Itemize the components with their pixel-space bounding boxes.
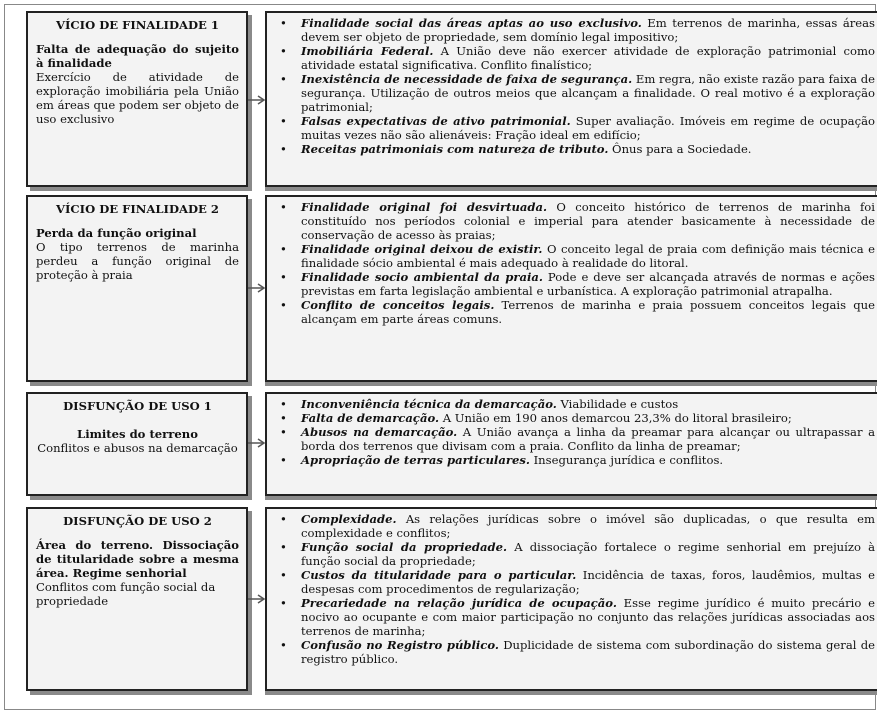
block-2-list [271,200,877,326]
block-1-title: VÍCIO DE FINALIDADE 1 [56,18,219,32]
list-item: • Inexistência de necessidade de faixa de segurança. Em regra, não existe razão para faixa de segurança. Utilização de outros meios que alcançam a finalidade. O real motivo é a exploração patrimonial; [271,72,877,114]
list-item: • Custos da titularidade para o particular. Incidência de taxas, foros, laudêmios, multas e despesas com procedimentos de regularização; [271,568,877,596]
block-4-list [271,512,877,666]
block-3-title: DISFUNÇÃO DE USO 1 [63,399,212,413]
list-item: • Receitas patrimoniais com natureza de tributo. Ônus para a Sociedade. [271,142,877,156]
list-item: • Imobiliária Federal. A União deve não exercer atividade de exploração patrimonial como atividade estatal significativa. Conflito finalístico; [271,44,877,72]
block-1-arrow-icon [248,95,266,105]
list-item: • Finalidade original deixou de existir. O conceito legal de praia com definição mais técnica e finalidade sócio ambiental é mais adequado à realidade do litoral. [271,242,877,270]
list-item: • Finalidade socio ambiental da praia. Pode e deve ser alcançada através de normas e ações previstas em farta legislação ambiental e urbanística. A exploração patrimonial atrapalha. [271,270,877,298]
list-item: • Falta de demarcação. A União em 190 anos demarcou 23,3% do litoral brasileiro; [271,411,877,425]
block-1-list [271,16,877,156]
block-4-description: Conflitos com função social da propriedade [36,580,216,608]
list-item: • Conflito de conceitos legais. Terrenos de marinha e praia possuem conceitos legais que alcançam em parte áreas comuns. [271,298,877,326]
block-4-subtitle: Área do terreno. Dissociação de titularidade sobre a mesma área. Regime senhorial [36,538,239,580]
list-item: • Precariedade na relação jurídica de ocupação. Esse regime jurídico é muito precário e nocivo ao ocupante e com maior participação no conjunto das relações jurídicas associadas aos terrenos de marinha; [271,596,877,638]
block-2-subtitle: Perda da função original [36,226,197,240]
block-3-label-box [26,392,248,496]
block-4-items-box [265,507,877,691]
block-3-subtitle: Limites do terreno [77,427,198,441]
block-3-list [271,397,877,467]
block-4-title: DISFUNÇÃO DE USO 2 [63,514,212,528]
list-item: • Apropriação de terras particulares. Insegurança jurídica e conflitos. [271,453,877,467]
block-1-description: Exercício de atividade de exploração imobiliária pela União em áreas que podem ser objeto de uso exclusivo [36,70,239,126]
block-4-arrow-icon [248,594,266,604]
block-4-label-box [26,507,248,691]
block-1-subtitle: Falta de adequação do sujeito à finalidade [36,42,239,70]
list-item: • Função social da propriedade. A dissociação fortalece o regime senhorial em prejuízo à função social da propriedade; [271,540,877,568]
block-3-description: Conflitos e abusos na demarcação [37,441,238,455]
diagram-frame [4,4,876,710]
list-item: • Falsas expectativas de ativo patrimonial. Super avaliação. Imóveis em regime de ocupação muitas vezes não são alienáveis: Fração ideal em edifício; [271,114,877,142]
block-2-arrow-icon [248,283,266,293]
block-2-description: O tipo terrenos de marinha perdeu a função original de proteção à praia [36,240,239,282]
block-3-arrow-icon [248,438,266,448]
block-1-label-box [26,11,248,187]
list-item: • Inconveniência técnica da demarcação. Viabilidade e custos [271,397,877,411]
block-2-title: VÍCIO DE FINALIDADE 2 [56,202,219,216]
block-2-items-box [265,195,877,382]
list-item: • Confusão no Registro público. Duplicidade de sistema com subordinação do sistema geral de registro público. [271,638,877,666]
list-item: • Abusos na demarcação. A União avança a linha da preamar para alcançar ou ultrapassar a borda dos terrenos que divisam com a praia. Conflito da linha de preamar; [271,425,877,453]
block-3-items-box [265,392,877,496]
list-item: • Complexidade. As relações jurídicas sobre o imóvel são duplicadas, o que resulta em complexidade e conflitos; [271,512,877,540]
list-item: • Finalidade social das áreas aptas ao uso exclusivo. Em terrenos de marinha, essas áreas devem ser objeto de propriedade, sem domínio legal impositivo; [271,16,877,44]
list-item: • Finalidade original foi desvirtuada. O conceito histórico de terrenos de marinha foi constituído nos períodos colonial e imperial para atender basicamente à necessidade de conservação de acesso às praias; [271,200,877,242]
block-2-label-box [26,195,248,382]
block-1-items-box [265,11,877,187]
